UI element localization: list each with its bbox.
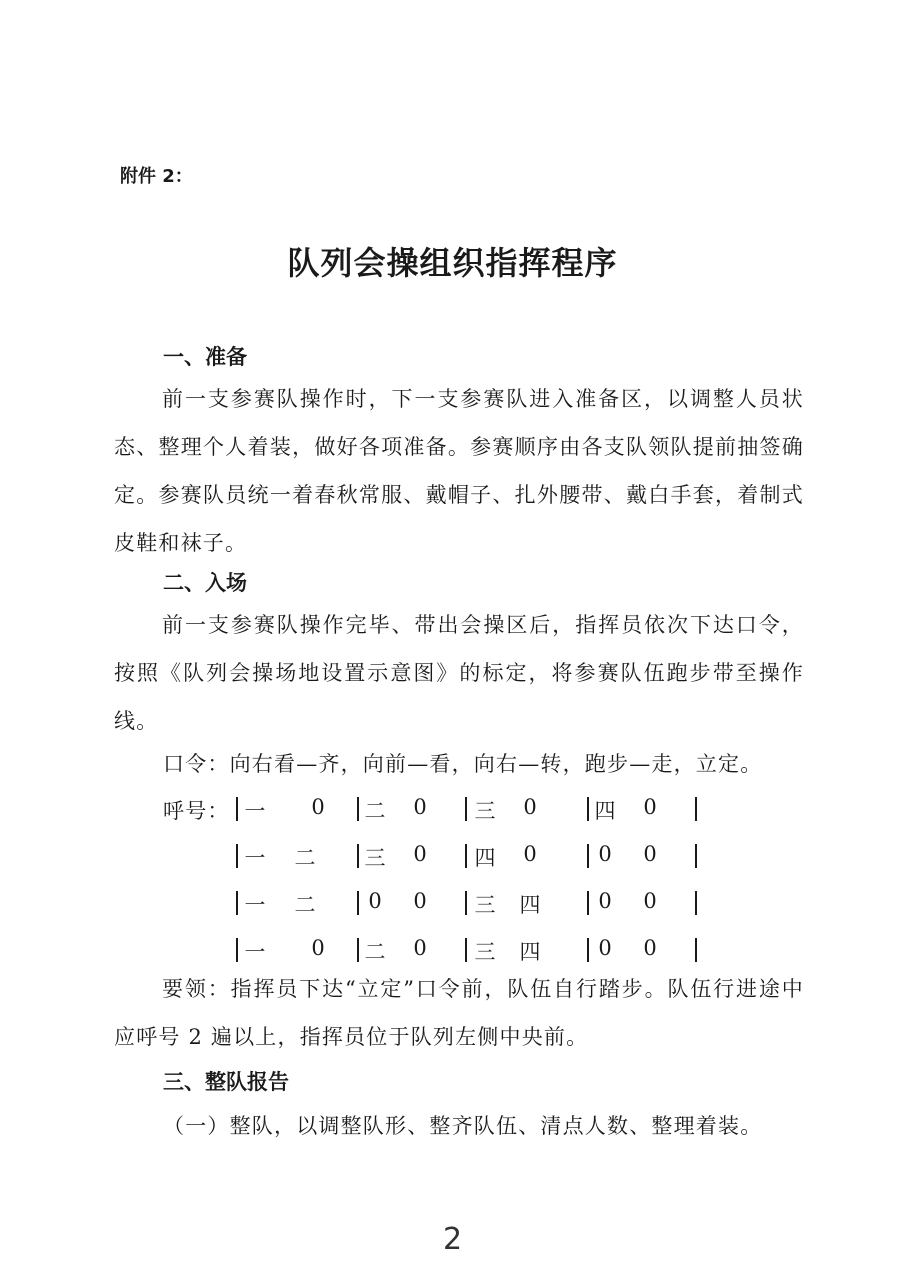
call-table-divider bbox=[587, 891, 589, 915]
call-table-cell: 0 bbox=[598, 842, 612, 866]
call-table-cell: 0 bbox=[598, 936, 612, 960]
call-table-divider bbox=[357, 938, 359, 962]
call-table-cell: 0 bbox=[523, 795, 537, 819]
call-table-cell: 0 bbox=[643, 795, 657, 819]
call-table-cell: 四 bbox=[519, 940, 541, 964]
call-table-cell: 0 bbox=[643, 889, 657, 913]
section-heading-report: 三、整队报告 bbox=[163, 1070, 289, 1094]
call-table-divider bbox=[587, 938, 589, 962]
call-table-divider bbox=[357, 891, 359, 915]
call-table-cell: 二 bbox=[294, 893, 316, 917]
call-table-cell: 0 bbox=[643, 936, 657, 960]
document-title: 队列会操组织指挥程序 bbox=[287, 244, 618, 282]
call-table-divider bbox=[236, 891, 238, 915]
call-table-cell: 一 bbox=[244, 799, 266, 823]
call-table-divider bbox=[236, 797, 238, 821]
call-table-cell: 四 bbox=[474, 846, 496, 870]
paragraph-prepare: 前一支参赛队操作时，下一支参赛队进入准备区，以调整人员状态、整理个人着装，做好各项准备。参赛顺序由各支队领队提前抽签确定。参赛队员统一着春秋常服、戴帽子、扎外腰带、戴白手套，着制式皮鞋和袜子。 bbox=[114, 387, 804, 555]
call-table-cell: 0 bbox=[311, 936, 325, 960]
section-heading-entry: 二、入场 bbox=[163, 571, 247, 595]
call-table-cell: 0 bbox=[523, 842, 537, 866]
call-table-divider bbox=[695, 844, 697, 868]
call-table-divider bbox=[465, 891, 467, 915]
call-label: 呼号： bbox=[163, 799, 230, 823]
call-table-cell: 三 bbox=[364, 846, 386, 870]
call-table-cell: 三 bbox=[474, 799, 496, 823]
call-table-cell: 0 bbox=[413, 842, 427, 866]
call-table-cell: 二 bbox=[364, 940, 386, 964]
call-table-divider bbox=[587, 797, 589, 821]
call-table-cell: 0 bbox=[598, 889, 612, 913]
command-line: 口令：向右看—齐，向前—看，向右—转，跑步—走，立定。 bbox=[163, 752, 763, 776]
call-table-divider bbox=[695, 938, 697, 962]
call-table-divider bbox=[236, 938, 238, 962]
item-line: （一）整队，以调整队形、整齐队伍、清点人数、整理着装。 bbox=[163, 1114, 763, 1138]
call-table-divider bbox=[465, 797, 467, 821]
paragraph-essentials: 要领：指挥员下达“立定”口令前，队伍自行踏步。队伍行进途中应呼号 2 遍以上，指挥员位于队列左侧中央前。 bbox=[114, 977, 804, 1049]
call-table-cell: 0 bbox=[413, 889, 427, 913]
page-number: 2 bbox=[442, 1222, 463, 1257]
call-table-cell: 四 bbox=[594, 799, 616, 823]
section-heading-prepare: 一、准备 bbox=[163, 345, 247, 369]
call-table-cell: 二 bbox=[364, 799, 386, 823]
call-table-cell: 0 bbox=[413, 795, 427, 819]
call-table-cell: 0 bbox=[643, 842, 657, 866]
call-table-cell: 三 bbox=[474, 940, 496, 964]
call-table-cell: 二 bbox=[294, 846, 316, 870]
call-table-cell: 0 bbox=[311, 795, 325, 819]
call-table-divider bbox=[465, 938, 467, 962]
call-table-divider bbox=[695, 891, 697, 915]
call-table-cell: 三 bbox=[474, 893, 496, 917]
call-table-cell: 0 bbox=[413, 936, 427, 960]
call-table-cell: 一 bbox=[244, 846, 266, 870]
call-table-cell: 一 bbox=[244, 893, 266, 917]
call-table-divider bbox=[357, 797, 359, 821]
paragraph-entry: 前一支参赛队操作完毕、带出会操区后，指挥员依次下达口令，按照《队列会操场地设置示意图》的标定，将参赛队伍跑步带至操作线。 bbox=[114, 613, 804, 733]
call-table-divider bbox=[465, 844, 467, 868]
call-table-divider bbox=[695, 797, 697, 821]
call-table-divider bbox=[587, 844, 589, 868]
call-table-divider bbox=[236, 844, 238, 868]
call-table-cell: 0 bbox=[368, 889, 382, 913]
attachment-label: 附件 2： bbox=[120, 166, 193, 187]
call-table-divider bbox=[357, 844, 359, 868]
call-table-cell: 四 bbox=[519, 893, 541, 917]
call-table-cell: 一 bbox=[244, 940, 266, 964]
